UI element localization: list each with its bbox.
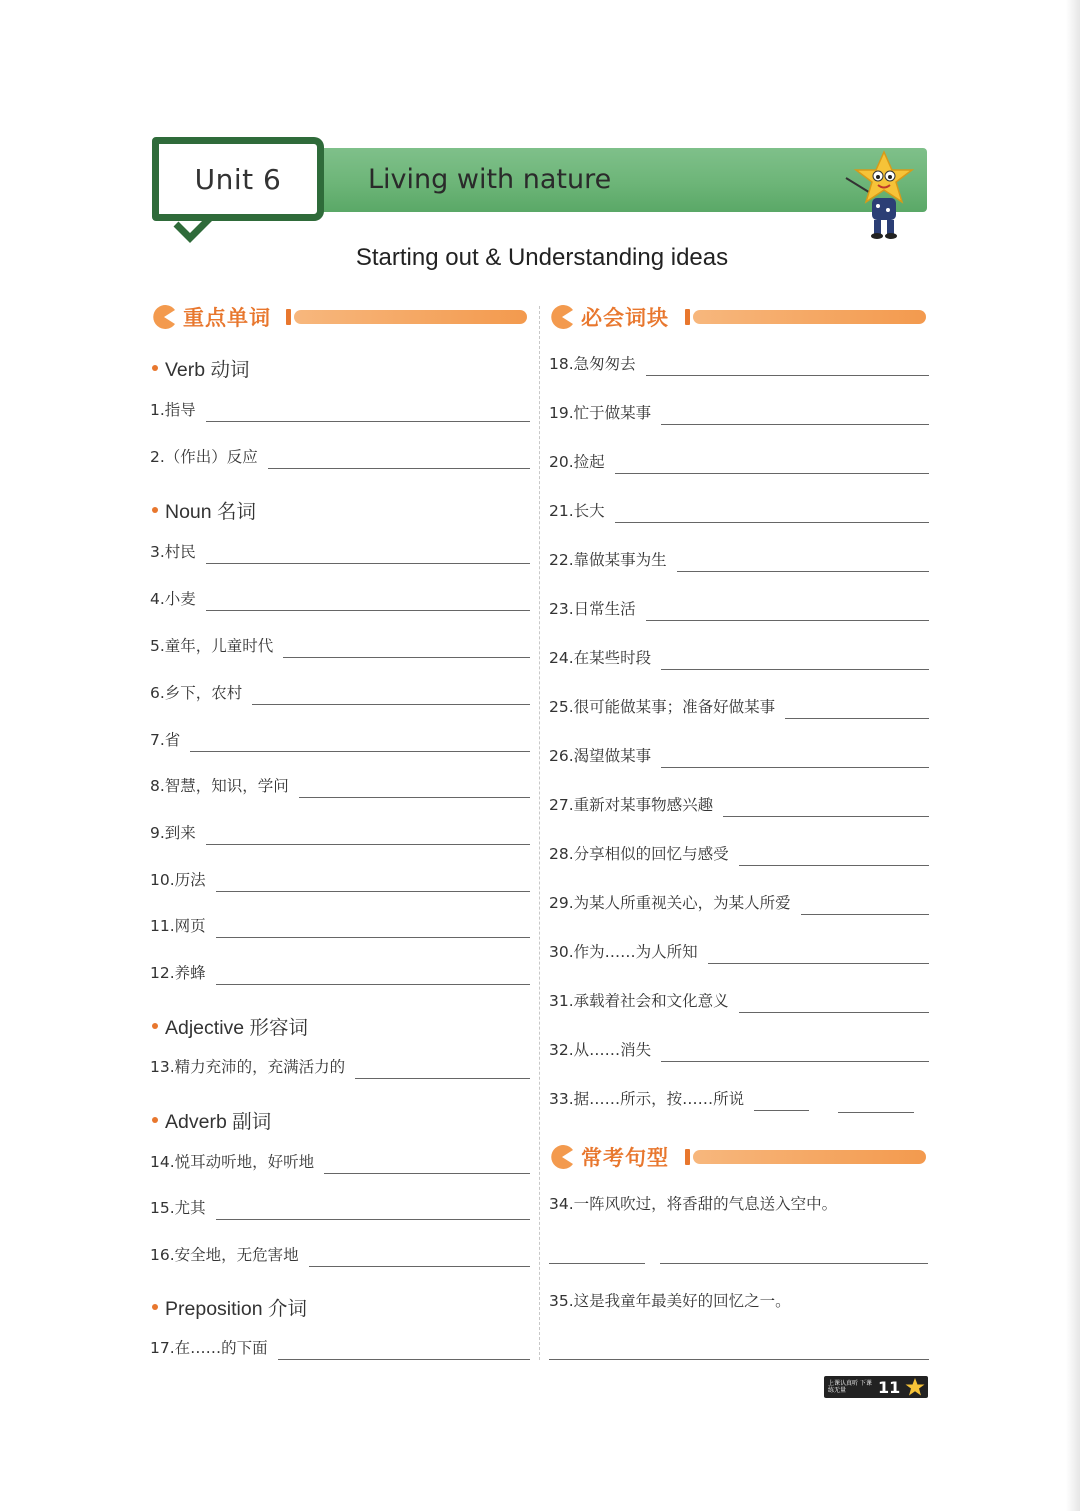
fill-in-item[interactable]: 26.渴望做某事 — [549, 744, 929, 772]
fill-in-item[interactable]: 17.在……的下面 — [150, 1336, 530, 1364]
page-edge-shadow — [1066, 0, 1080, 1511]
fill-in-item[interactable]: 24.在某些时段 — [549, 646, 929, 674]
section-bar — [693, 310, 926, 324]
column-divider — [539, 306, 540, 1360]
section-title: 重点单词 — [183, 306, 271, 330]
category-verb: Verb 动词 — [152, 354, 250, 382]
fill-in-item[interactable]: 11.网页 — [150, 914, 530, 942]
fill-in-item[interactable]: 7.省 — [150, 728, 530, 756]
footer-slogan: 上课认真听 下课练无量 — [828, 1380, 872, 1394]
unit-label-box — [152, 137, 324, 221]
section-title: 必会词块 — [581, 306, 669, 330]
fill-in-item[interactable]: 31.承载着社会和文化意义 — [549, 989, 929, 1017]
fill-in-item[interactable]: 13.精力充沛的，充满活力的 — [150, 1055, 530, 1083]
answer-blank[interactable] — [549, 1262, 645, 1264]
section-bar-cap — [685, 1149, 690, 1165]
pacman-icon — [549, 1144, 575, 1170]
section-header-phrases — [549, 302, 669, 332]
category-noun: Noun 名词 — [152, 496, 256, 524]
section-bar-cap — [685, 309, 690, 325]
lesson-subtitle: Starting out & Understanding ideas — [355, 244, 729, 271]
fill-in-item[interactable]: 15.尤其 — [150, 1196, 530, 1224]
page-number-badge — [824, 1376, 928, 1398]
unit-title: Living with nature — [368, 164, 612, 195]
fill-in-item[interactable]: 9.到来 — [150, 821, 530, 849]
fill-in-item[interactable]: 10.历法 — [150, 868, 530, 896]
section-bar — [693, 1150, 926, 1164]
fill-in-item[interactable]: 16.安全地，无危害地 — [150, 1243, 530, 1271]
section-bar-cap — [286, 309, 291, 325]
category-preposition: Preposition 介词 — [152, 1293, 307, 1321]
star-mascot-icon — [842, 148, 922, 243]
fill-in-item[interactable]: 27.重新对某事物感兴趣 — [549, 793, 929, 821]
answer-blank[interactable] — [838, 1111, 914, 1113]
fill-in-item[interactable]: 1.指导 — [150, 398, 530, 426]
category-adjective: Adjective 形容词 — [152, 1012, 308, 1040]
fill-in-item[interactable]: 2.（作出）反应 — [150, 445, 530, 473]
star-icon — [904, 1377, 926, 1397]
section-title: 常考句型 — [581, 1146, 669, 1170]
fill-in-item[interactable]: 6.乡下，农村 — [150, 681, 530, 709]
fill-in-item[interactable]: 33.据……所示，按……所说 — [549, 1087, 809, 1115]
fill-in-item[interactable]: 22.靠做某事为生 — [549, 548, 929, 576]
section-header-key-words — [151, 302, 271, 332]
fill-in-item[interactable]: 29.为某人所重视关心，为某人所爱 — [549, 891, 929, 919]
answer-blank[interactable] — [660, 1262, 928, 1264]
fill-in-item[interactable]: 19.忙于做某事 — [549, 401, 929, 429]
pacman-icon — [151, 304, 177, 330]
fill-in-item[interactable]: 20.捡起 — [549, 450, 929, 478]
unit-label: Unit 6 — [194, 162, 282, 196]
answer-blank[interactable] — [549, 1358, 929, 1360]
section-header-sentence-patterns — [549, 1142, 669, 1172]
fill-in-item[interactable]: 4.小麦 — [150, 587, 530, 615]
pacman-icon — [549, 304, 575, 330]
page-number: 11 — [878, 1377, 901, 1397]
sentence-prompt: 34.一阵风吹过，将香甜的气息送入空中。 — [549, 1195, 838, 1213]
fill-in-item[interactable]: 30.作为……为人所知 — [549, 940, 929, 968]
fill-in-item[interactable]: 28.分享相似的回忆与感受 — [549, 842, 929, 870]
section-bar — [294, 310, 527, 324]
fill-in-item[interactable]: 14.悦耳动听地，好听地 — [150, 1150, 530, 1178]
fill-in-item[interactable]: 32.从……消失 — [549, 1038, 929, 1066]
sentence-prompt: 35.这是我童年最美好的回忆之一。 — [549, 1292, 791, 1310]
category-adverb: Adverb 副词 — [152, 1106, 271, 1134]
fill-in-item[interactable]: 3.村民 — [150, 540, 530, 568]
fill-in-item[interactable]: 25.很可能做某事；准备好做某事 — [549, 695, 929, 723]
fill-in-item[interactable]: 21.长大 — [549, 499, 929, 527]
fill-in-item[interactable]: 8.智慧，知识，学问 — [150, 774, 530, 802]
fill-in-item[interactable]: 23.日常生活 — [549, 597, 929, 625]
fill-in-item[interactable]: 18.急匆匆去 — [549, 352, 929, 380]
fill-in-item[interactable]: 5.童年，儿童时代 — [150, 634, 530, 662]
fill-in-item[interactable]: 12.养蜂 — [150, 961, 530, 989]
